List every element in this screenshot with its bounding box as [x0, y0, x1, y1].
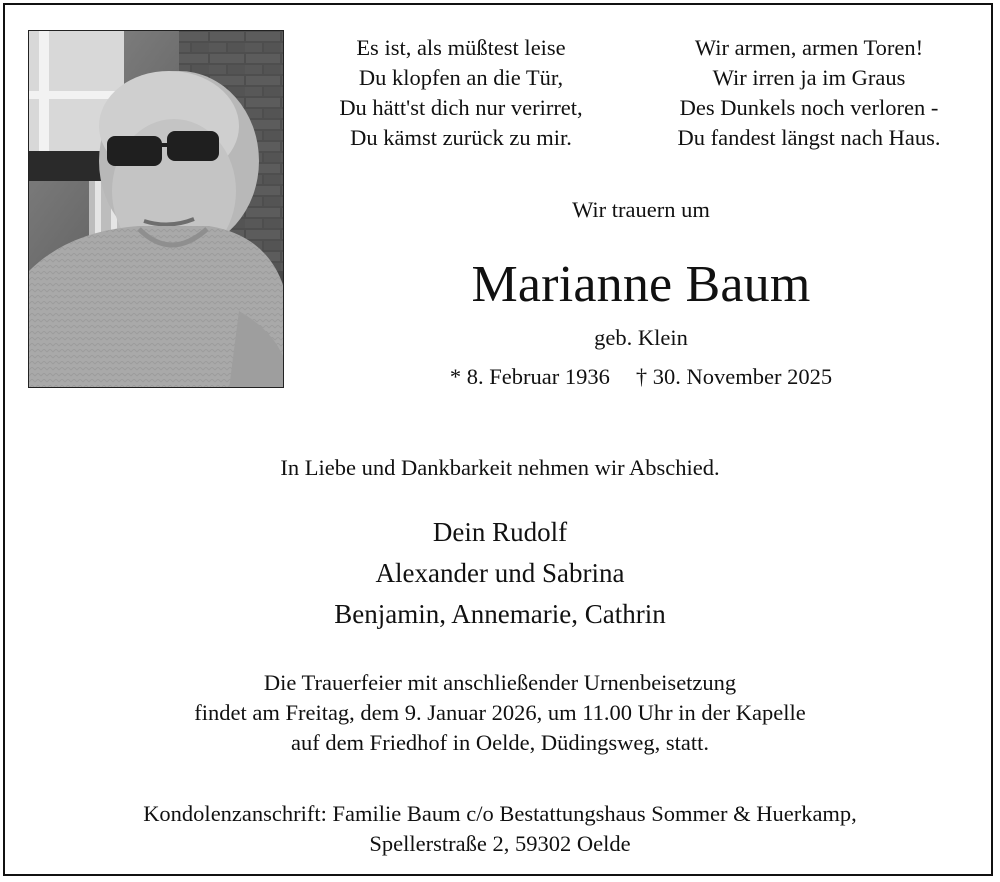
poem-line: Du klopfen an die Tür,	[358, 65, 564, 90]
poem-line: Es ist, als müßtest leise	[356, 35, 566, 60]
ceremony-line: findet am Freitag, dem 9. Januar 2026, um 11.00 Uhr in der Kapelle	[194, 700, 806, 725]
poem-line: Wir armen, armen Toren!	[694, 35, 924, 60]
farewell-text: In Liebe und Dankbarkeit nehmen wir Abschied.	[280, 455, 720, 480]
deceased-name: Marianne Baum	[471, 256, 811, 313]
mourning-intro: Wir trauern um	[572, 197, 710, 222]
life-dates	[410, 364, 872, 390]
mourner-line: Dein Rudolf	[432, 517, 568, 547]
ceremony-details	[0, 668, 1000, 758]
portrait-photo	[28, 30, 284, 388]
ceremony-line: auf dem Friedhof in Oelde, Düdingsweg, statt.	[290, 730, 710, 755]
poem-stanza-right	[650, 33, 968, 153]
poem-line: Du hätt'st dich nur verirret,	[339, 95, 583, 120]
poem-line: Du fandest längst nach Haus.	[677, 125, 941, 150]
poem-line: Du kämst zurück zu mir.	[350, 125, 572, 150]
mourner-line: Alexander und Sabrina	[375, 558, 625, 588]
mourners-list	[0, 512, 1000, 635]
ceremony-line: Die Trauerfeier mit anschließender Urnenbeisetzung	[263, 670, 737, 695]
condolence-line: Spellerstraße 2, 59302 Oelde	[369, 831, 631, 856]
condolence-line: Kondolenzanschrift: Familie Baum c/o Bestattungshaus Sommer & Huerkamp,	[143, 801, 857, 826]
birth-date: * 8. Februar 1936	[449, 364, 610, 389]
birth-name: geb. Klein	[594, 325, 688, 350]
poem-line: Des Dunkels noch verloren -	[679, 95, 939, 120]
poem-line: Wir irren ja im Graus	[712, 65, 906, 90]
condolence-address	[0, 799, 1000, 859]
death-date: † 30. November 2025	[635, 364, 833, 389]
mourner-line: Benjamin, Annemarie, Cathrin	[334, 599, 666, 629]
poem-stanza-left	[300, 33, 622, 153]
